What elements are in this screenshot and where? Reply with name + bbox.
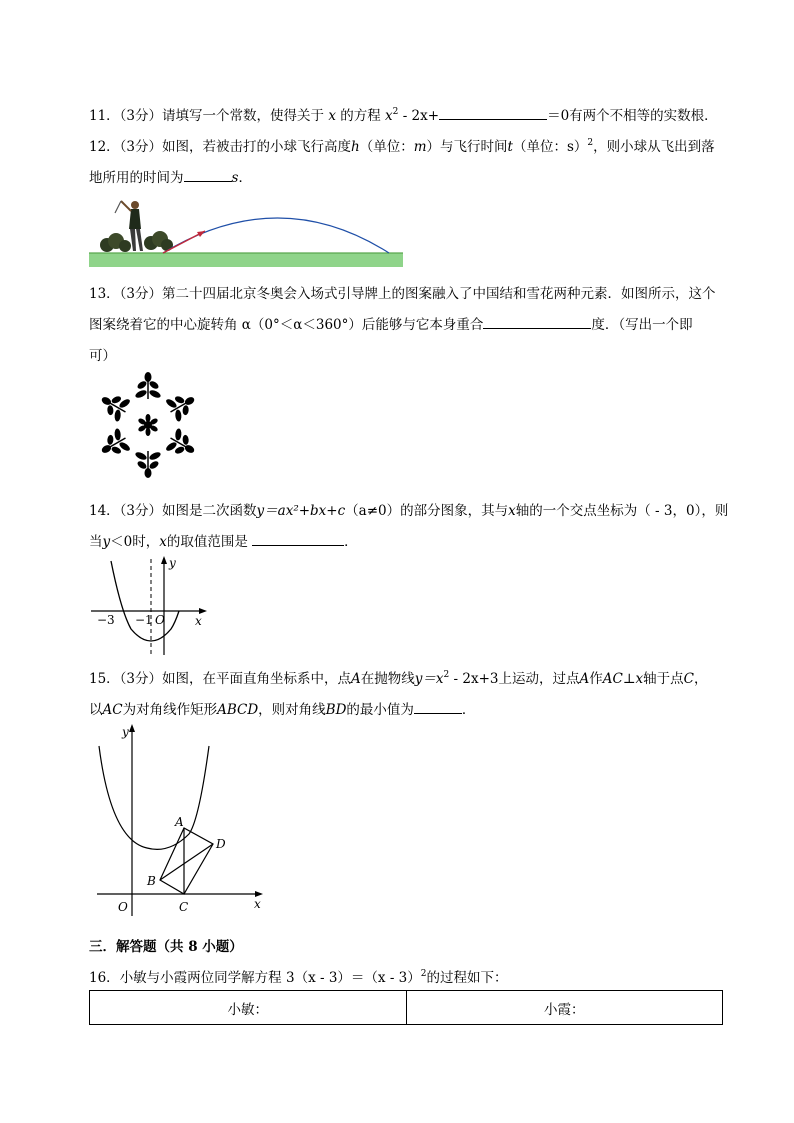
- answer-blank-15[interactable]: [414, 713, 462, 714]
- question-16: 16．小敏与小霞两位同学解方程 3（x - 3）＝（x - 3）$^2$的过程如下：: [89, 969, 508, 986]
- answer-blank-11[interactable]: [439, 119, 547, 120]
- x-axis-label: x: [254, 897, 261, 911]
- origin-label: O: [118, 900, 128, 914]
- solution-cell-xiaoxia: 小霞：: [406, 991, 723, 1025]
- section-title: 三．解答题（共 8 小题）: [89, 939, 243, 955]
- question-12-line2: 地所用的时间为 s．: [89, 170, 252, 186]
- question-13: 13．（3分）第二十四届北京冬奥会入场式引导牌上的图案融入了中国结和雪花两种元素．如图所示，这个: [89, 286, 716, 302]
- question-15-line2: 以AC为对角线作矩形ABCD，则对角线BD的最小值为 ．: [89, 702, 476, 718]
- origin-label: O: [155, 613, 165, 627]
- parabola-rectangle-graph-15: [89, 720, 269, 918]
- y-axis-label: y: [122, 725, 129, 739]
- point-b-label: B: [147, 874, 156, 888]
- question-13-line2: 图案绕着它的中心旋转角 α（0°＜α＜360°）后能够与它本身重合 度．（写出一个即: [89, 317, 693, 333]
- answer-blank-13[interactable]: [483, 328, 591, 329]
- question-12: 12．（3分）如图，若被击打的小球飞行高度h（单位：m）与飞行时间t（单位：s）$^2$，则小球从飞出到落: [89, 138, 715, 155]
- question-14-line2: 当y＜0时，x的取值范围是 ．: [89, 534, 358, 550]
- point-c-label: C: [179, 900, 189, 914]
- question-15: 15．（3分）如图，在平面直角坐标系中，点A在抛物线$y=x^2 - 2x+3$上运动，过点A作AC⊥x轴于点C，: [89, 670, 708, 687]
- solution-table: [89, 990, 723, 1025]
- golf-ball-figure: [89, 193, 403, 267]
- y-axis-label: y: [169, 556, 176, 570]
- snowflake-knot-figure: [92, 367, 204, 483]
- answer-blank-14[interactable]: [252, 545, 344, 546]
- question-13-line3: 可）: [89, 348, 116, 364]
- answer-blank-12[interactable]: [184, 181, 232, 182]
- parabola-curve: [111, 561, 179, 641]
- tick-label-neg1: −1: [135, 613, 153, 627]
- rectangle-abcd: [160, 828, 213, 894]
- x-axis-label: x: [195, 614, 202, 628]
- point-d-label: D: [216, 837, 226, 851]
- question-11: 11．（3分）请填写一个常数，使得关于 x 的方程 $x^2 - 2x+ =0$有两个不相等的实数根．: [89, 107, 718, 124]
- parabola-curve: [99, 746, 209, 849]
- tick-label-neg3: −3: [97, 613, 115, 627]
- point-a-label: A: [175, 815, 184, 829]
- grass-ground: [89, 253, 403, 267]
- question-14: 14．（3分）如图是二次函数y＝ax²+bx+c（a≠0）的部分图象，其与x轴的一个交点坐标为（ - 3，0），则: [89, 503, 729, 519]
- solution-cell-xiaomin: 小敏：: [90, 991, 407, 1025]
- quadratic-graph-14: [89, 551, 215, 655]
